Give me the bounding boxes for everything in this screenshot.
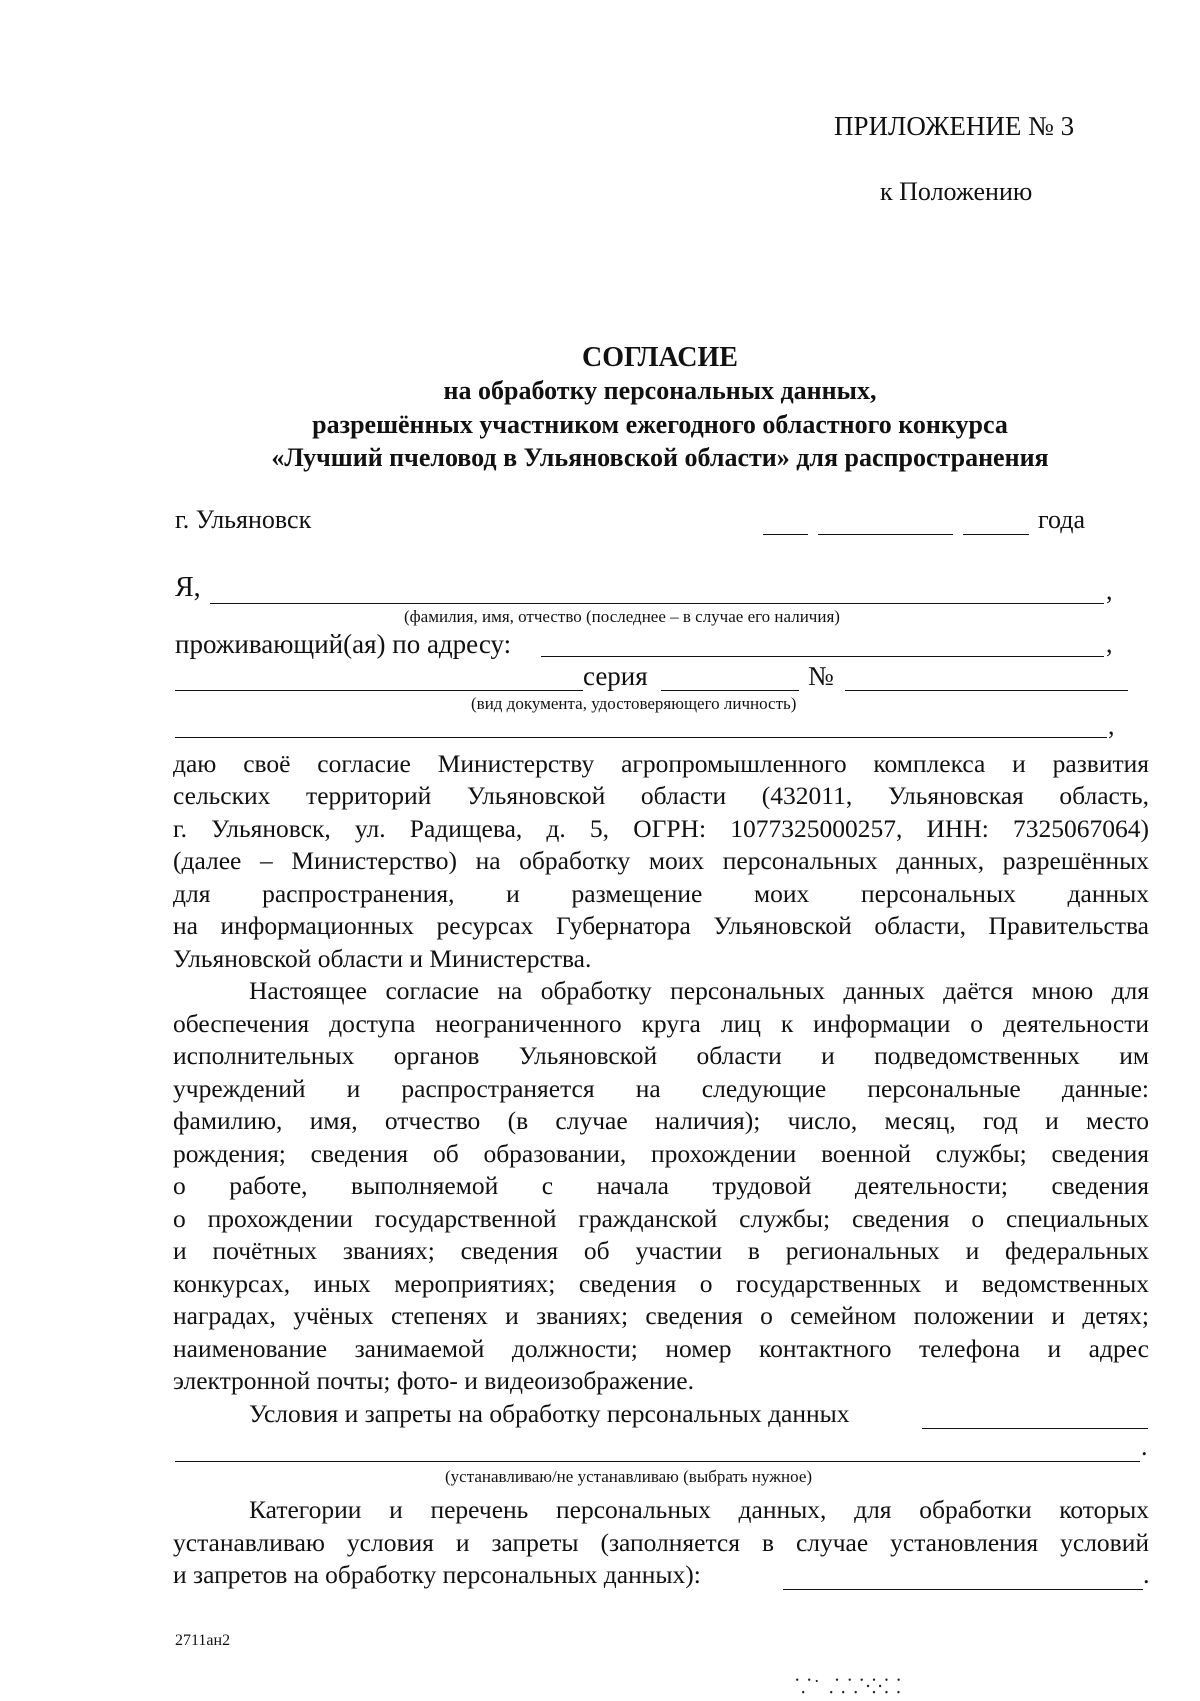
body-text: обеспечения доступа неограниченного круга лиц к информации о деятельности	[173, 1009, 1149, 1038]
body-text: на информационных ресурсах Губернатора Ульяновской области, Правительства	[173, 911, 1149, 940]
categories-period: .	[1143, 1560, 1150, 1589]
doc-subtitle-1: на обработку персональных данных,	[443, 376, 877, 405]
body-text: конкурсах, иных мероприятиях; сведения о государственных и ведомственных	[173, 1269, 1149, 1298]
doc-subtitle-2: разрешённых участником ежегодного областного конкурса	[312, 410, 1008, 439]
conditions-field-2[interactable]	[175, 1461, 1140, 1462]
doc-issued-comma: ,	[1108, 711, 1115, 740]
conditions-field-1[interactable]	[922, 1428, 1148, 1429]
footer-code: 2711ан2	[175, 1632, 231, 1649]
i-prefix: Я,	[175, 572, 201, 603]
doc-hint: (вид документа, удостоверяющего личность)	[471, 694, 797, 713]
number-label: №	[808, 661, 834, 691]
fio-comma: ,	[1106, 576, 1113, 605]
body-text: Настоящее согласие на обработку персональных данных даётся мною для	[249, 976, 1149, 1005]
body-text: сельских территорий Ульяновской области (432011, Ульяновская область,	[173, 781, 1149, 810]
body-text: и запретов на обработку персональных данных):	[173, 1560, 701, 1589]
body-text: электронной почты; фото- и видеоизображение.	[173, 1366, 694, 1395]
to-regulation: к Положению	[880, 177, 1033, 206]
body-text: Ульяновской области и Министерства.	[173, 944, 592, 973]
doc-title: СОГЛАСИЕ	[582, 342, 738, 373]
address-field[interactable]	[541, 656, 1104, 657]
body-text: учреждений и распространяется на следующие персональные данные:	[173, 1074, 1149, 1103]
conditions-period: .	[1141, 1432, 1148, 1461]
scan-marks: ⸪˙ ⸫⸪⁘⸬	[795, 1676, 903, 1698]
address-comma: ,	[1106, 629, 1113, 658]
doc-issued-field[interactable]	[175, 737, 1107, 738]
date-day-field[interactable]	[763, 534, 808, 535]
body-text: г. Ульяновск, ул. Радищева, д. 5, ОГРН: 1077325000257, ИНН: 7325067064)	[173, 814, 1149, 843]
date-month-field[interactable]	[818, 534, 953, 535]
body-text: наградах, учёных степенях и званиях; сведения о семейном положении и детях;	[173, 1301, 1149, 1330]
body-text: о работе, выполняемой с начала трудовой деятельности; сведения	[173, 1171, 1149, 1200]
body-text: Категории и перечень персональных данных, для обработки которых	[249, 1495, 1149, 1524]
series-field[interactable]	[661, 690, 799, 691]
categories-field[interactable]	[783, 1589, 1143, 1590]
number-field[interactable]	[845, 690, 1128, 691]
series-label: серия	[583, 661, 648, 691]
conditions-label: Условия и запреты на обработку персональных данных	[249, 1399, 850, 1428]
fio-field[interactable]	[210, 603, 1104, 604]
body-text: (далее – Министерство) на обработку моих персональных данных, разрешённых	[173, 846, 1149, 875]
conditions-hint: (устанавливаю/не устанавливаю (выбрать нужное)	[445, 1467, 813, 1486]
body-text: рождения; сведения об образовании, прохождении военной службы; сведения	[173, 1139, 1149, 1168]
body-text: о прохождении государственной гражданской службы; сведения о специальных	[173, 1204, 1149, 1233]
doc-type-field[interactable]	[175, 690, 583, 691]
body-text: и почётных званиях; сведения об участии в региональных и федеральных	[173, 1236, 1149, 1265]
body-text: для распространения, и размещение моих персональных данных	[173, 879, 1149, 908]
appendix-number: ПРИЛОЖЕНИЕ № 3	[834, 111, 1075, 141]
body-text: устанавливаю условия и запреты (заполняется в случае установления условий	[173, 1528, 1149, 1557]
fio-hint: (фамилия, имя, отчество (последнее – в случае его наличия)	[404, 607, 840, 626]
body-text: фамилию, имя, отчество (в случае наличия); число, месяц, год и место	[173, 1106, 1149, 1135]
city: г. Ульяновск	[175, 505, 312, 534]
address-label: проживающий(ая) по адресу:	[175, 629, 512, 659]
year-word: года	[1038, 505, 1086, 534]
body-text: наименование занимаемой должности; номер контактного телефона и адрес	[173, 1334, 1149, 1363]
date-year-field[interactable]	[963, 534, 1029, 535]
body-text: исполнительных органов Ульяновской области и подведомственных им	[173, 1041, 1149, 1070]
doc-subtitle-3: «Лучший пчеловод в Ульяновской области» для распространения	[271, 443, 1049, 472]
body-text: даю своё согласие Министерству агропромышленного комплекса и развития	[173, 749, 1149, 778]
